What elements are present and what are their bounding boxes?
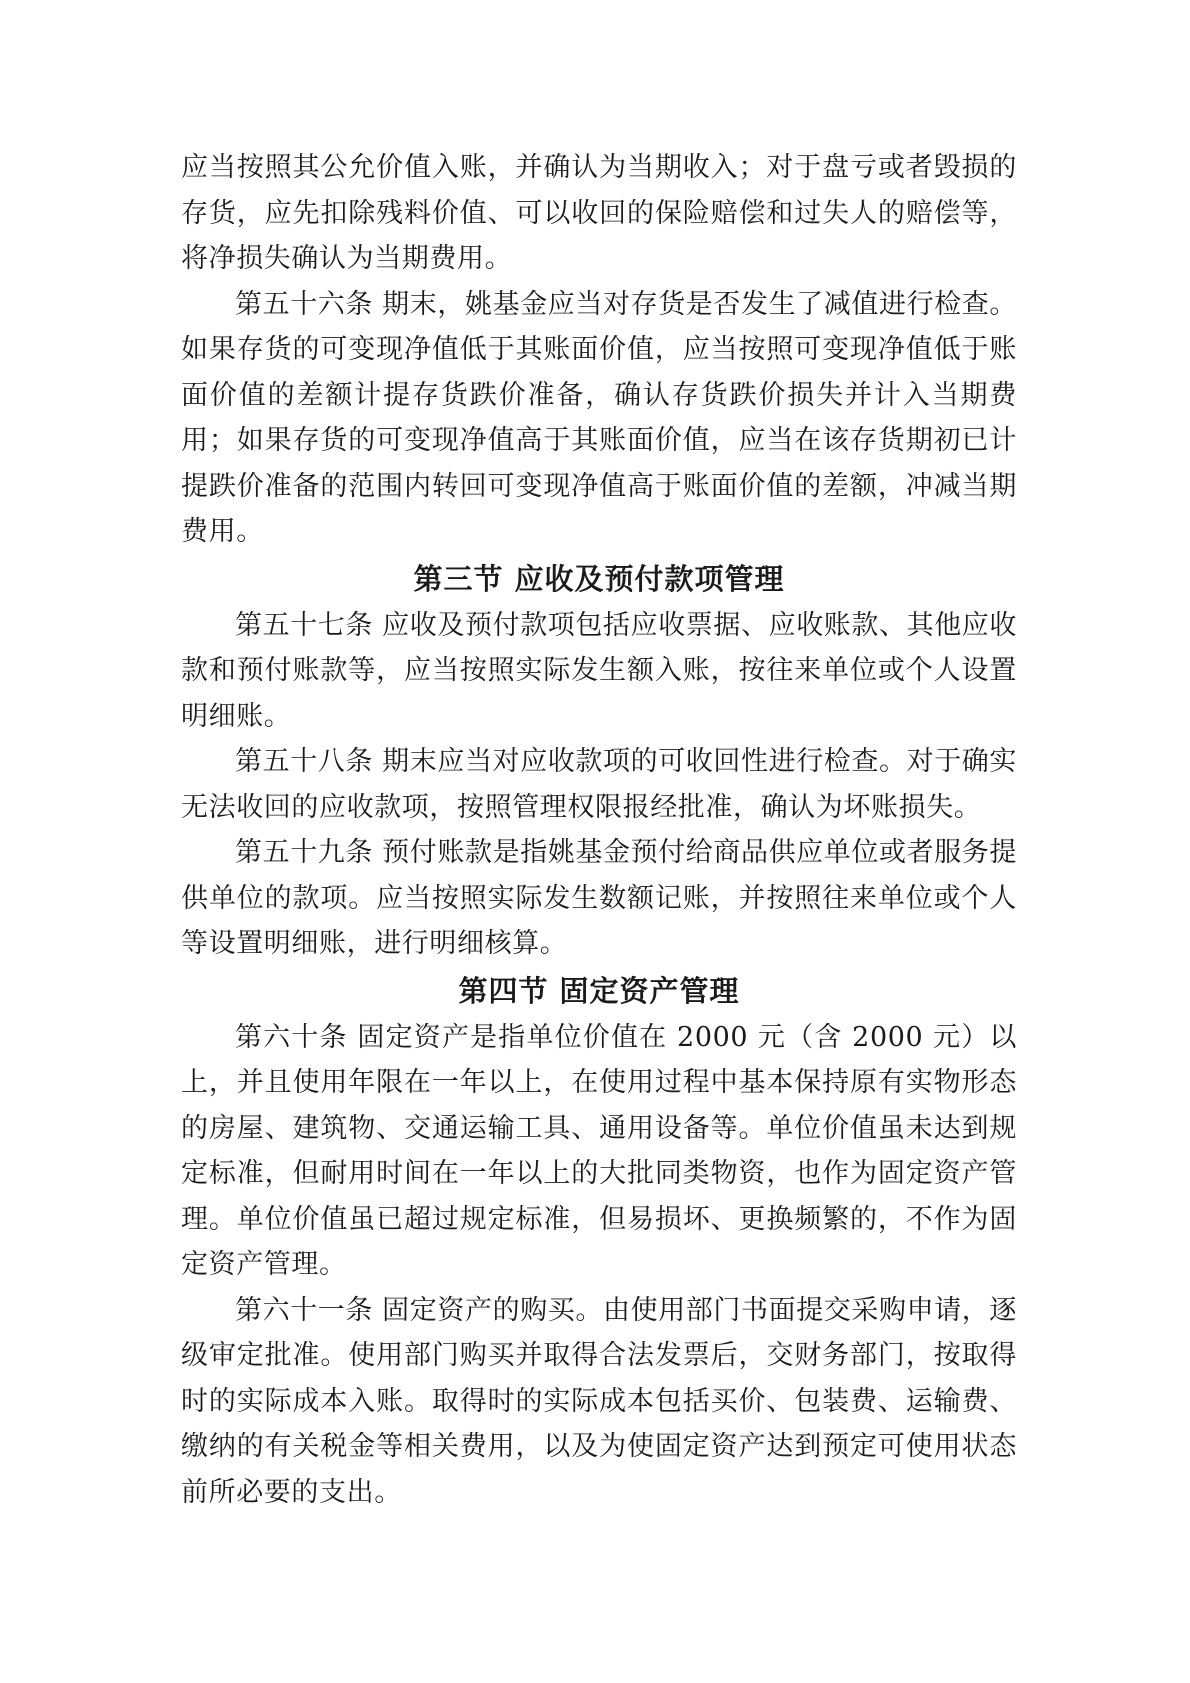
article-60: 第六十条 固定资产是指单位价值在 2000 元（含 2000 元）以上，并且使用年限在一年以上，在使用过程中基本保持原有实物形态的房屋、建筑物、交通运输工具、通用设备等。单位价值虽未达到规定标准，但耐用时间在一年以上的大批同类物资，也作为固定资产管理。单位价值虽已超过规定标准，但易损坏、更换频繁的，不作为固定资产管理。 (181, 1021, 1017, 1280)
intro-paragraph: 应当按照其公允价值入账，并确认为当期收入；对于盘亏或者毁损的存货，应先扣除残料价值、可以收回的保险赔偿和过失人的赔偿等，将净损失确认为当期费用。 (181, 152, 1017, 274)
article-58: 第五十八条 期末应当对应收款项的可收回性进行检查。对于确实无法收回的应收款项，按照管理权限报经批准，确认为坏账损失。 (181, 746, 1017, 823)
document-body (181, 145, 1017, 1515)
section-4-heading: 第四节 固定资产管理 (458, 973, 740, 1008)
article-57: 第五十七条 应收及预付款项包括应收票据、应收账款、其他应收款和预付账款等，应当按照实际发生额入账，按往来单位或个人设置明细账。 (181, 609, 1017, 732)
article-59: 第五十九条 预付账款是指姚基金预付给商品供应单位或者服务提供单位的款项。应当按照实际发生数额记账，并按照往来单位或个人等设置明细账，进行明细核算。 (181, 837, 1017, 959)
article-61: 第六十一条 固定资产的购买。由使用部门书面提交采购申请，逐级审定批准。使用部门购买并取得合法发票后，交财务部门，按取得时的实际成本入账。取得时的实际成本包括买价、包装费、运输费、缴纳的有关税金等相关费用，以及为使固定资产达到预定可使用状态前所必要的支出。 (181, 1294, 1017, 1508)
section-3-heading: 第三节 应收及预付款项管理 (413, 561, 785, 596)
article-56: 第五十六条 期末，姚基金应当对存货是否发生了减值进行检查。如果存货的可变现净值低于其账面价值，应当按照可变现净值低于账面价值的差额计提存货跌价准备，确认存货跌价损失并计入当期费用；如果存货的可变现净值高于其账面价值，应当在该存货期初已计提跌价准备的范围内转回可变现净值高于账面价值的差额，冲减当期费用。 (181, 288, 1017, 547)
